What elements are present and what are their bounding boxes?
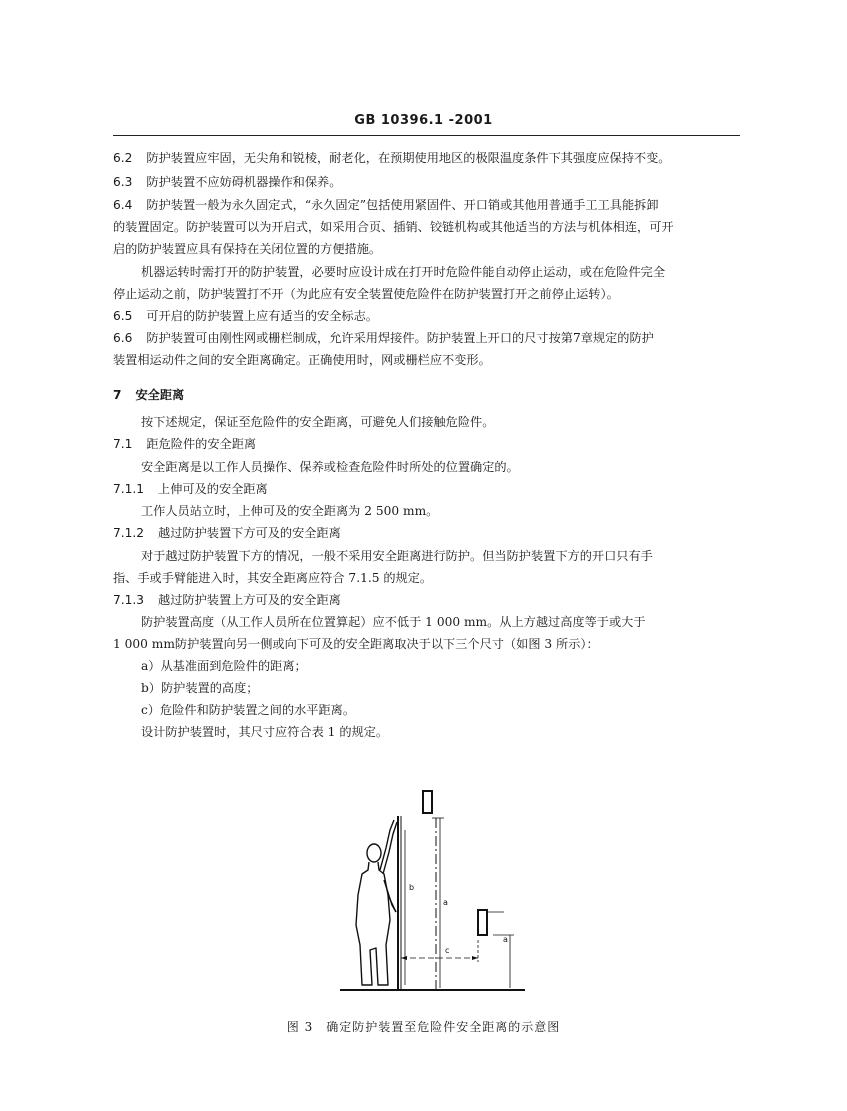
clause-6-4-line-5: 停止运动之前，防护装置打不开（为此应有安全装置使危险件在防护装置打开之前停止运转）。 [113,287,619,301]
list-item-b: b）防护装置的高度； [141,681,259,695]
clause-text: 可开启的防护装置上应有适当的安全标志。 [146,309,378,323]
label-c: c [445,946,450,955]
label-b: b [409,883,415,892]
clause-6-4-line-3: 启的防护装置应具有保持在关闭位置的方便措施。 [113,242,382,256]
clause-number: 6.3 [113,175,133,189]
clause-7-1-2 [113,525,740,541]
clause-7-1-2-text: 对于越过防护装置下方的情况，一般不采用安全距离进行防护。但当防护装置下方的开口只有手 [141,549,653,563]
clause-text: 防护装置一般为永久固定式，“永久固定”包括使用紧固件、开口销或其他用普通手工工具能拆卸 [146,198,659,212]
label-a-upper: a [443,898,448,907]
clause-6-4 [113,197,740,213]
clause-6-4-line-2: 的装置固定。防护装置可以为开启式，如采用合页、插销、铰链机构或其他适当的方法与机体相连，可开 [113,220,674,234]
clause-text: 上伸可及的安全距离 [158,482,268,496]
section-title-text: 安全距离 [135,388,185,402]
label-a-lower: a [503,935,508,944]
clause-number: 7.1 [113,437,133,451]
clause-7-1-3-text-2: 1 000 mm防护装置向另一侧或向下可及的安全距离取决于以下三个尺寸（如图 3 所示）： [113,637,599,651]
clause-6-5 [113,308,740,324]
clause-6-6 [113,330,740,346]
clause-number: 6.2 [113,151,133,165]
clause-7-1-1 [113,481,740,497]
clause-7-1-3-text: 防护装置高度（从工作人员所在位置算起）应不低于 1 000 mm。从上方越过高度等于或大于 [141,615,646,629]
clause-7-1-text: 安全距离是以工作人员操作、保养或检查危险件时所处的位置确定的。 [141,460,519,474]
clause-number: 7.1.1 [113,482,145,496]
clause-7-1-2-text-2: 指、手或手臂能进入时，其安全距离应符合 7.1.5 的规定。 [113,571,433,585]
list-item-a: a）从基准面到危险件的距离； [141,659,307,673]
clause-6-2 [113,150,740,166]
clause-number: 6.4 [113,198,133,212]
standard-code-header: GB 10396.1 -2001 [354,113,493,128]
header-rule [113,135,740,136]
clause-number: 7.1.2 [113,526,145,540]
clause-6-3 [113,174,740,190]
clause-number: 6.6 [113,331,133,345]
clause-text: 越过防护装置上方可及的安全距离 [158,593,341,607]
clause-text: 防护装置可由刚性网或栅栏制成，允许采用焊接件。防护装置上开口的尺寸按第7章规定的防护 [146,331,654,345]
person-figure [356,820,397,985]
clause-text: 防护装置应牢固，无尖角和锐棱，耐老化，在预期使用地区的极限温度条件下其强度应保持不变。 [146,151,671,165]
clause-7-1 [113,436,740,452]
clause-number: 7.1.3 [113,593,145,607]
clause-7-1-3 [113,592,740,608]
closing-sentence: 设计防护装置时，其尺寸应符合表 1 的规定。 [141,725,389,739]
clause-text: 防护装置不应妨碍机器操作和保养。 [146,175,342,189]
hazard-upper-rect [423,791,432,813]
figure-caption: 图 3 确定防护装置至危险件安全距离的示意图 [286,1020,561,1034]
clause-number: 6.5 [113,309,133,323]
section-7-intro: 按下述规定，保证至危险件的安全距离，可避免人们接触危险件。 [141,415,495,429]
section-7-title [113,387,740,403]
clause-text: 越过防护装置下方可及的安全距离 [158,526,341,540]
clause-6-6-line-2: 装置相运动件之间的安全距离确定。正确使用时，网或栅栏应不变形。 [113,353,491,367]
clause-7-1-1-text: 工作人员站立时，上伸可及的安全距离为 2 500 mm。 [141,504,439,518]
list-item-c: c）危险件和防护装置之间的水平距离。 [141,703,356,717]
clause-text: 距危险件的安全距离 [146,437,257,451]
clause-6-4-line-4: 机器运转时需打开的防护装置，必要时应设计成在打开时危险件能自动停止运动，或在危险件完全 [141,265,666,279]
section-number: 7 [113,388,122,402]
hazard-lower-rect [478,910,487,935]
